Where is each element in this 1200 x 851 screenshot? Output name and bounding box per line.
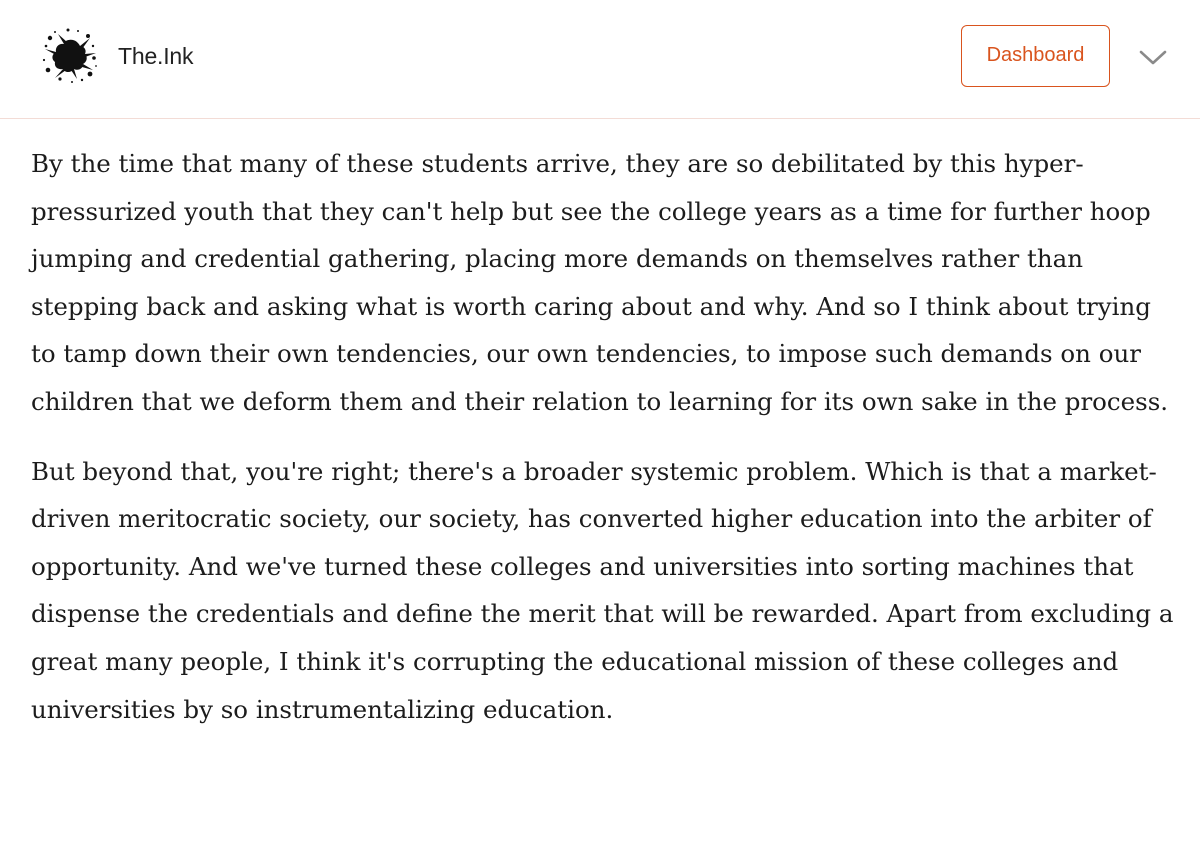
article-paragraph: By the time that many of these students arrive, they are so debilitated by this hyper-pressurized youth that they can't help but see the college years as a time for further hoop jumping and credential gathering, placing more demands on themselves rather than stepping back and asking what is worth caring about and why. And so I think about trying to tamp down their own tendencies, our own tendencies, to impose such demands on our children that we deform them and their relation to learning for its own sake in the process. <box>31 149 1169 416</box>
top-navigation-bar <box>0 0 1200 119</box>
chevron-down-icon[interactable] <box>1138 49 1168 67</box>
article-paragraph: But beyond that, you're right; there's a broader systemic problem. Which is that a market-driven meritocratic society, our society, has converted higher education into the arbiter of opportunity. And we've turned these colleges and universities into sorting machines that dispense the credentials and define the merit that will be rewarded. Apart from excluding a great many people, I think it's corrupting the educational mission of these colleges and universities by so instrumentalizing education. <box>31 456 1174 724</box>
brand-name[interactable]: The.Ink <box>118 43 194 69</box>
ink-splat-logo-icon[interactable] <box>38 24 100 86</box>
article-body <box>31 140 1181 755</box>
dashboard-button[interactable]: Dashboard <box>961 25 1110 87</box>
